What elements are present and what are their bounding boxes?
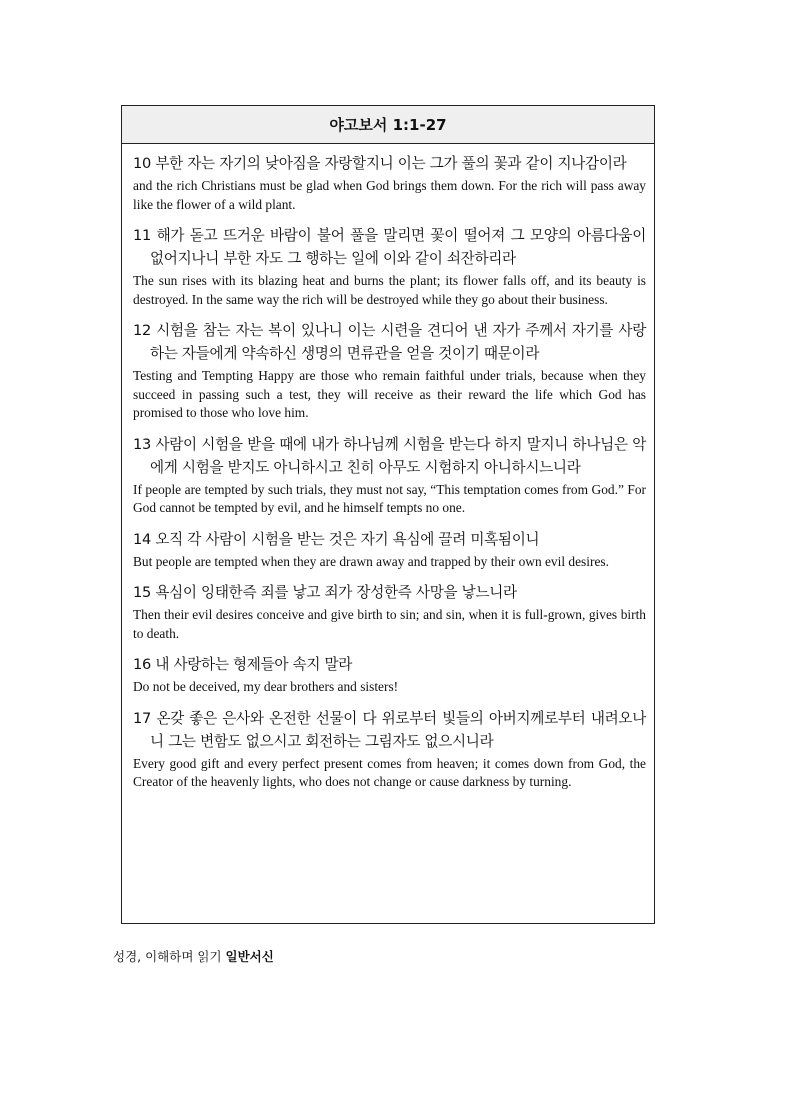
verse-english: Then their evil desires conceive and give birth to sin; and sin, when it is full-grown, gives birth to death. [133,607,646,641]
verse-number: 13 [133,435,151,453]
verse-english: Do not be deceived, my dear brothers and sisters! [133,679,399,694]
verse-english: Every good gift and every perfect present comes from heaven; it comes down from God, the Creator of the heavenly lights, who does not change or cause darkness by turning. [133,755,646,789]
verse-number: 16 [133,656,151,673]
footer-book-title: 성경, 이해하며 읽기 [113,949,222,964]
verse-number: 12 [133,322,151,339]
page-footer [113,947,274,965]
verse-korean-text: 내 사랑하는 형제들아 속지 말라 [155,656,353,673]
verse-english: Testing and Tempting Happy are those who remain faithful under trials, because when they succeed in passing such a test, they will receive as their reward the life which God has promised to those who love him. [133,368,646,420]
verse-16 [133,653,646,697]
verse-number: 17 [133,709,151,727]
verse-korean [133,528,646,551]
verse-english: and the rich Christians must be glad when God brings them down. For the rich will pass away like the flower of a wild plant. [133,178,646,212]
passage-title: 야고보서 1:1-27 [122,106,654,144]
verse-korean-text: 사람이 시험을 받을 때에 내가 하나님께 시험을 받는다 하지 말지니 하나님은 악에게 시험을 받지도 아니하시고 친히 아무도 시험하지 아니하시느니라 [150,435,646,476]
verse-number: 10 [133,155,151,172]
verse-korean [133,224,646,270]
verse-korean [133,319,646,365]
verse-number: 15 [133,584,151,601]
scripture-box [121,105,655,924]
verse-10 [133,152,646,214]
verse-english: The sun rises with its blazing heat and burns the plant; its flower falls off, and its beauty is destroyed. In the same way the rich will be destroyed while they go about their business. [133,273,646,307]
verse-15 [133,581,646,643]
verse-number: 14 [133,530,151,548]
verse-korean-text: 시험을 참는 자는 복이 있나니 이는 시련을 견디어 낸 자가 주께서 자기를 사랑하는 자들에게 약속하신 생명의 면류관을 얻을 것이기 때문이라 [150,322,647,362]
verse-14 [133,528,646,572]
verse-korean-text: 부한 자는 자기의 낮아짐을 자랑할지니 이는 그가 풀의 꽃과 같이 지나감이라 [155,155,627,172]
verse-korean [133,707,646,753]
verse-11 [133,224,646,309]
verse-korean-text: 오직 각 사람이 시험을 받는 것은 자기 욕심에 끌려 미혹됨이니 [155,530,540,548]
verse-korean-text: 온갖 좋은 은사와 온전한 선물이 다 위로부터 빛들의 아버지께로부터 내려오나니 그는 변함도 없으시고 회전하는 그림자도 없으시니라 [150,709,647,750]
verse-korean [133,653,646,676]
verse-korean-text: 욕심이 잉태한즉 죄를 낳고 죄가 장성한즉 사망을 낳느니라 [155,584,517,601]
verse-13 [133,433,646,518]
verse-korean [133,581,646,604]
verse-english: If people are tempted by such trials, they must not say, “This temptation comes from God.” For God cannot be tempted by evil, and he himself tempts no one. [133,481,646,515]
verse-number: 11 [133,227,151,244]
verse-list [122,144,654,792]
verse-17 [133,707,646,792]
verse-english: But people are tempted when they are drawn away and trapped by their own evil desires. [133,553,609,569]
footer-section-name: 일반서신 [225,949,274,964]
verse-korean-text: 해가 돋고 뜨거운 바람이 불어 풀을 말리면 꽃이 떨어져 그 모양의 아름다움이 없어지나니 부한 자도 그 행하는 일에 이와 같이 쇠잔하리라 [150,227,646,267]
verse-korean [133,433,646,479]
verse-korean [133,152,646,175]
verse-12 [133,319,646,423]
